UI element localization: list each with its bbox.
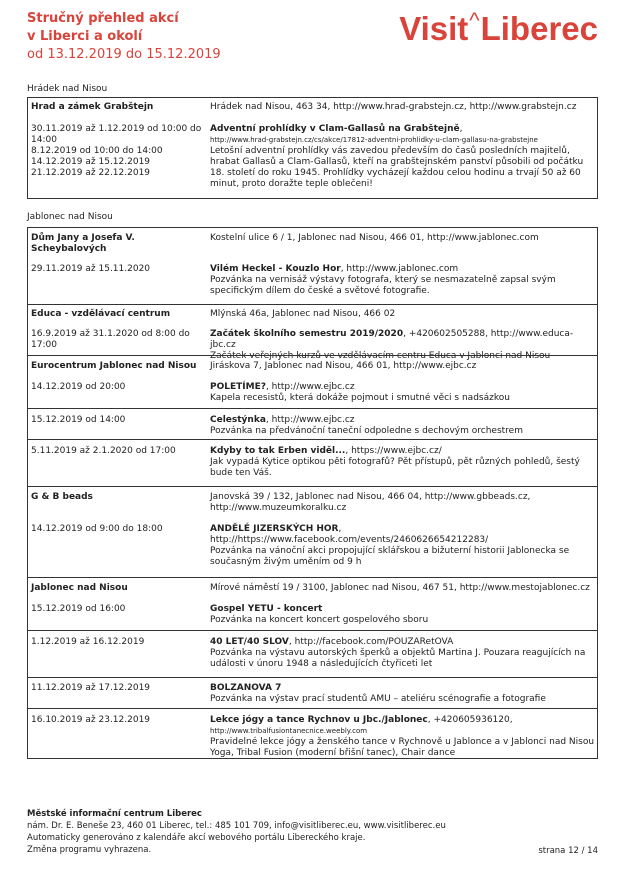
venue-table xyxy=(27,227,598,759)
venue-address: Hrádek nad Nisou, 463 34, http://www.hrad-grabstejn.cz, http://www.grabstejn.cz xyxy=(210,102,577,112)
venue-name: Eurocentrum Jablonec nad Nisou xyxy=(31,361,197,371)
section-label: Jablonec nad Nisou xyxy=(27,212,113,222)
event-row xyxy=(28,439,597,486)
venue-name: Dům Jany a Josefa V. Scheybalových xyxy=(31,233,135,254)
event-url[interactable]: http://www.tribalfusiontanecnice.weebly.com xyxy=(210,727,368,735)
venue-row xyxy=(28,355,597,408)
event-description: Jak vypadá Kytice optikou pěti fotografů? Pět přístupů, pět různých pohledů, šestý bude ten Váš. xyxy=(210,457,580,478)
venue-row xyxy=(28,304,597,361)
event-row xyxy=(28,630,597,677)
event-url[interactable]: http://https://www.facebook.com/events/2460626654212283/ xyxy=(210,535,489,545)
event-title: Gospel YETU - koncert xyxy=(210,604,323,614)
event-details: Vilém Heckel - Kouzlo Hor, http://www.jablonec.com Pozvánka na vernisáž výstavy fotografa, který se nesmazatelně zapsal svým specifickým dílem do české a světové fotografie. xyxy=(210,264,595,297)
event-dates: 14.12.2019 od 20:00 xyxy=(31,382,126,392)
event-title: Adventní prohlídky v Clam-Gallasů na Grabštejně xyxy=(210,124,460,134)
event-details: Začátek školního semestru 2019/2020, +420602505288, http://www.educa-jbc.cz Začátek veřejných kurzů ve vzdělávacím centru Educa v Jablonci nad Nisou xyxy=(210,329,595,362)
title-line-1: Stručný přehled akcí xyxy=(27,11,179,26)
event-description: Pozvánka na výstavu autorských šperků a objektů Martina J. Pouzara reagujících na události v únoru 1948 a následujících čtyřiceti let xyxy=(210,648,586,669)
venue-address: Janovská 39 / 132, Jablonec nad Nisou, 466 04, http://www.gbbeads.cz, http://www.muzeumkoralku.cz xyxy=(210,492,531,513)
event-dates: 5.11.2019 až 2.1.2020 od 17:00 xyxy=(31,446,176,456)
event-title: BOLZANOVA 7 xyxy=(210,683,282,693)
event-url[interactable]: http://www.hrad-grabstejn.cz/cs/akce/17812-adventni-prohlidky-u-clam-gallasu-na-grabstejne xyxy=(210,136,538,144)
footer-note: Automaticky generováno z kalendáře akcí webového portálu Libereckého kraje. xyxy=(27,833,366,843)
event-description: Začátek veřejných kurzů ve vzdělávacím centru Educa v Jablonci nad Nisou xyxy=(210,351,551,361)
event-row xyxy=(28,408,597,439)
event-details: Adventní prohlídky v Clam-Gallasů na Grabštejně, http://www.hrad-grabstejn.cz/cs/akce/17812-adventni-prohlidky-u-clam-gallasu-na-grabstejne Letošní adventní prohlídky vás zavedou především do časů posledních majitelů, hrabat Gallasů a Clam-Gallasů, kteří na grabštejnském panství působili od počátku 18. století do roku 1945. Prohlídky vycházejí každou celou hodinu a trvají 50 až 60 minut, proto doražte teple oblečeni! xyxy=(210,124,595,190)
venue-row xyxy=(28,577,597,630)
event-description: Kapela recesistů, která dokáže pojmout i smutné věci s nadsázkou xyxy=(210,393,510,403)
event-title: ANDĚLÉ JIZERSKÝCH HOR xyxy=(210,524,339,534)
event-description: Pozvánka na koncert koncert gospelového sboru xyxy=(210,615,429,625)
event-title: Vilém Heckel - Kouzlo Hor xyxy=(210,264,341,274)
venue-row xyxy=(28,98,597,198)
event-title: 40 LET/40 SLOV xyxy=(210,637,289,647)
event-title: POLETÍME? xyxy=(210,382,266,392)
event-dates: 14.12.2019 od 9:00 do 18:00 xyxy=(31,524,163,534)
venue-row xyxy=(28,486,597,577)
event-dates: 15.12.2019 od 16:00 xyxy=(31,604,126,614)
event-details: Celestýnka, http://www.ejbc.cz Pozvánka na předvánoční taneční odpoledne s dechovým orchestrem xyxy=(210,415,595,437)
event-title: Lekce jógy a tance Rychnov u Jbc./Jablonec xyxy=(210,715,428,725)
venue-table xyxy=(27,97,598,199)
event-description: Pozvánka na předvánoční taneční odpoledne s dechovým orchestrem xyxy=(210,426,523,436)
footer xyxy=(27,808,446,856)
event-details: POLETÍME?, http://www.ejbc.cz Kapela recesistů, která dokáže pojmout i smutné věci s nadsázkou xyxy=(210,382,595,404)
event-details xyxy=(210,683,595,705)
footer-org: Městské informační centrum Liberec xyxy=(27,809,202,819)
event-details: ANDĚLÉ JIZERSKÝCH HOR, http://https://www.facebook.com/events/2460626654212283/ Pozvánka na vánoční akci propojující sklářskou a bižuterní historii Jablonecka se současným živým uměním od 9 h xyxy=(210,524,595,568)
event-title: Začátek školního semestru 2019/2020 xyxy=(210,329,404,339)
event-description: Pozvánka na vernisáž výstavy fotografa, který se nesmazatelně zapsal svým specifickým dílem do české a světové fotografie. xyxy=(210,275,556,296)
venue-row xyxy=(28,228,597,304)
venue-address: Kostelní ulice 6 / 1, Jablonec nad Nisou, 466 01, http://www.jablonec.com xyxy=(210,233,539,243)
event-dates: 16.9.2019 až 31.1.2020 od 8:00 do 17:00 xyxy=(31,329,190,350)
event-dates: 15.12.2019 od 14:00 xyxy=(31,415,126,425)
event-description: Letošní adventní prohlídky vás zavedou především do časů posledních majitelů, hrabat Gallasů a Clam-Gallasů, kteří na grabštejnském panství působili od počátku 18. století do roku 1945. Prohlídky vycházejí každou celou hodinu a trvají 50 až 60 minut, proto doražte teple oblečeni! xyxy=(210,146,584,189)
venue-address: Mlýnská 46a, Jablonec nad Nisou, 466 02 xyxy=(210,309,396,319)
document-title xyxy=(27,10,221,64)
event-row xyxy=(28,708,597,763)
event-description: Pozvánka na vánoční akci propojující sklářskou a bižuterní historii Jablonecka se současným živým uměním od 9 h xyxy=(210,546,570,567)
venue-address: Mírové náměstí 19 / 3100, Jablonec nad Nisou, 467 51, http://www.mestojablonec.cz xyxy=(210,583,590,593)
venue-name: Jablonec nad Nisou xyxy=(31,583,128,593)
event-details xyxy=(210,604,595,626)
event-description: Pozvánka na výstav prací studentů AMU – ateliéru scénografie a fotografie xyxy=(210,694,546,704)
venue-address: Jiráskova 7, Jablonec nad Nisou, 466 01, http://www.ejbc.cz xyxy=(210,361,477,371)
event-dates: 30.11.2019 až 1.12.2019 od 10:00 do 14:00 8.12.2019 od 10:00 do 14:00 14.12.2019 až 15.12.2019 21.12.2019 až 22.12.2019 xyxy=(31,124,202,178)
date-range: od 13.12.2019 do 15.12.2019 xyxy=(27,47,221,62)
event-dates: 16.10.2019 až 23.12.2019 xyxy=(31,715,151,725)
event-details: Kdyby to tak Erben viděl..., https://www.ejbc.cz/ Jak vypadá Kytice optikou pěti fotografů? Pět přístupů, pět různých pohledů, šestý bude ten Váš. xyxy=(210,446,595,479)
venue-name: Hrad a zámek Grabštejn xyxy=(31,102,154,112)
visit-liberec-logo: Visit^Liberec xyxy=(399,8,598,47)
footer-address: nám. Dr. E. Beneše 23, 460 01 Liberec, tel.: 485 101 709, info@visitliberec.eu, www.visitliberec.eu xyxy=(27,821,446,831)
section-label: Hrádek nad Nisou xyxy=(27,84,108,94)
event-details: 40 LET/40 SLOV, http://facebook.com/POUZARetOVA Pozvánka na výstavu autorských šperků a objektů Martina J. Pouzara reagujících na události v únoru 1948 a následujících čtyřiceti let xyxy=(210,637,595,670)
event-dates: 1.12.2019 až 16.12.2019 xyxy=(31,637,145,647)
event-dates: 29.11.2019 až 15.11.2020 xyxy=(31,264,151,274)
event-description: Pravidelné lekce jógy a ženského tance v Rychnově u Jablonce a v Jablonci nad Nisou Yoga, Tribal Fusion (moderní břišní tanec), Chair dance xyxy=(210,737,595,758)
title-line-2: v Liberci a okolí xyxy=(27,29,143,44)
event-row xyxy=(28,677,597,708)
venue-name: G & B beads xyxy=(31,492,93,502)
footer-note: Změna programu vyhrazena. xyxy=(27,845,152,855)
event-details: Lekce jógy a tance Rychnov u Jbc./Jablonec, +420605936120, http://www.tribalfusiontanecnice.weebly.com Pravidelné lekce jógy a ženského tance v Rychnově u Jablonce a v Jablonci nad Nisou Yoga, Tribal Fusion (moderní břišní tanec), Chair dance xyxy=(210,715,595,758)
event-title: Kdyby to tak Erben viděl... xyxy=(210,446,346,456)
venue-name: Educa - vzdělávací centrum xyxy=(31,309,171,319)
event-dates: 11.12.2019 až 17.12.2019 xyxy=(31,683,151,693)
page-number: strana 12 / 14 xyxy=(538,846,598,856)
event-title: Celestýnka xyxy=(210,415,266,425)
